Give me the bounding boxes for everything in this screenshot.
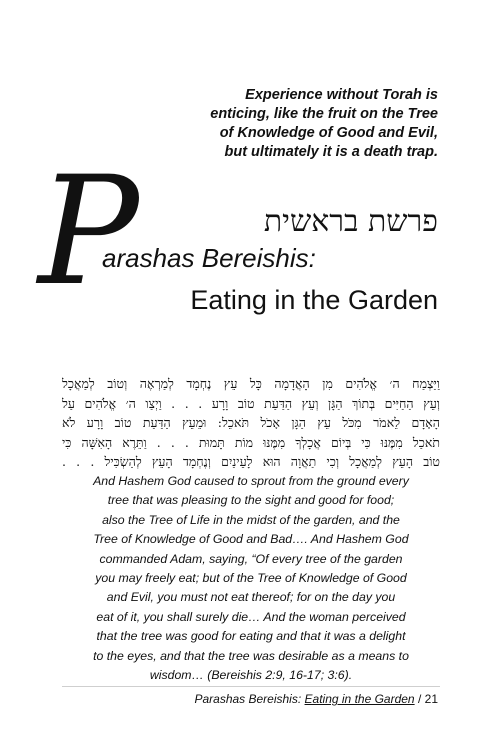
translation-line: also the Tree of Life in the midst of the garden, and the	[102, 512, 400, 527]
footer-divider	[62, 686, 440, 687]
translation-line: that the tree was good for eating and that it was a delight	[96, 629, 406, 644]
translation-line: you may freely eat; but of the Tree of Knowledge of Good	[95, 571, 407, 586]
footer-separator: /	[417, 692, 422, 706]
running-footer	[194, 692, 438, 707]
drop-cap-text: P	[38, 145, 139, 319]
hebrew-verse-line: תֹאכַל מִמֶּנּוּ כִּי בְּיוֹם אֲכָלְךָ מִמֶּנּוּ מוֹת תָּמוּת . . . וַתֵּרֶא הָאִשָּׁה כִּי	[62, 434, 440, 450]
english-translation-block	[62, 472, 440, 685]
hebrew-verse-line: הָאָדָם לֵאמֹר מִכֹּל עֵץ הַגָּן אָכֹל תֹּאכֵל: וּמֵעֵץ הַדַּעַת טוֹב וָרָע לֹא	[62, 415, 440, 431]
chapter-title-line-2: Eating in the Garden	[190, 285, 438, 315]
epigraph-line: of Knowledge of Good and Evil,	[219, 125, 438, 141]
hebrew-verse-line: טוֹב הָעֵץ לְמַאֲכָל וְכִי תַאֲוָה הוּא לָעֵינַיִם וְנֶחְמָד הָעֵץ לְהַשְׂכִּיל . . .	[62, 454, 440, 470]
translation-line: to the eyes, and that the tree was desirable as a means to	[93, 648, 409, 663]
translation-line: eat of it, you shall surely die… And the woman perceived	[96, 609, 406, 624]
translation-line: wisdom… (Bereishis 2:9, 16-17; 3:6).	[149, 668, 353, 683]
chapter-title-line-1: arashas Bereishis:	[102, 243, 316, 273]
footer-parasha-title: Parashas Bereishis:	[194, 692, 302, 706]
drop-cap-letter	[38, 145, 186, 319]
epigraph-line: Experience without Torah is	[245, 87, 438, 103]
hebrew-verse-line: וְעֵץ הַחַיִּים בְּתוֹךְ הַגָּן וְעֵץ הַדַּעַת טוֹב וָרָע . . . וַיְצַו ה׳ אֱלֹהִים עַל	[62, 395, 440, 411]
hebrew-chapter-title: פרשת בראשית	[263, 204, 438, 239]
script-p-glyph	[38, 145, 186, 319]
translation-line: commanded Adam, saying, “Of every tree of the garden	[99, 551, 403, 566]
translation-line: and Evil, you must not eat thereof; for on the day you	[106, 590, 396, 605]
epigraph-line: enticing, like the fruit on the Tree	[210, 106, 438, 122]
translation-line: Tree of Knowledge of Good and Bad…. And Hashem God	[93, 532, 409, 547]
epigraph	[138, 86, 438, 162]
footer-chapter-subtitle: Eating in the Garden	[304, 692, 415, 706]
translation-line: tree that was pleasing to the sight and good for food;	[107, 493, 395, 508]
hebrew-verse-block	[62, 374, 440, 472]
hebrew-verse-line: וַיַּצְמַח ה׳ אֱלֹהִים מִן הָאֲדָמָה כָּל עֵץ נֶחְמָד לְמַרְאֶה וְטוֹב לְמַאֲכָל	[62, 376, 440, 391]
epigraph-line: but ultimately it is a death trap.	[224, 144, 438, 160]
page-number: 21	[424, 692, 438, 706]
translation-line: And Hashem God caused to sprout from the ground every	[93, 474, 409, 488]
